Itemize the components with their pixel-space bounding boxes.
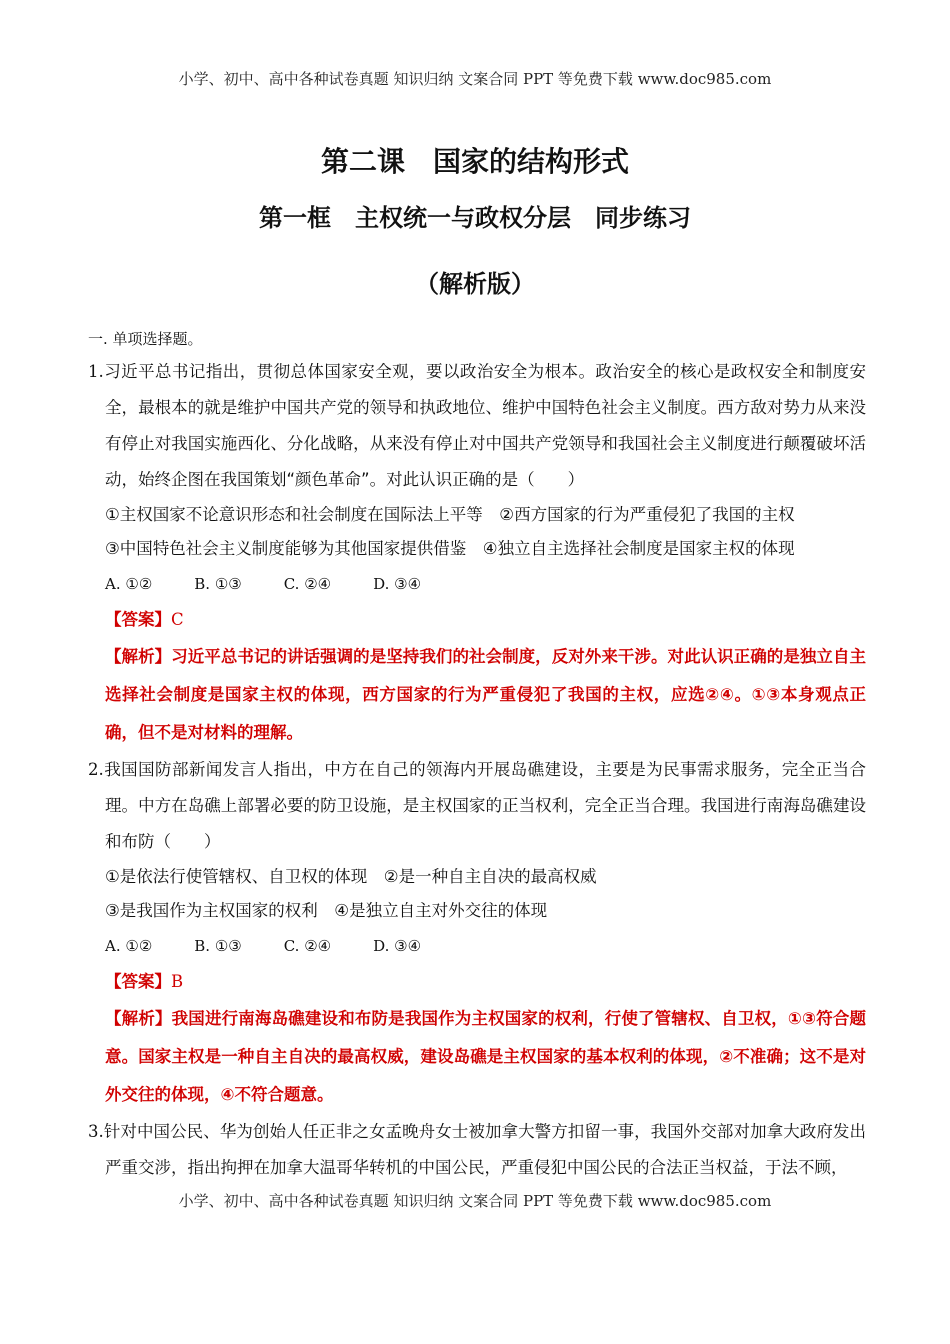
lesson-title: 第二课 国家的结构形式: [320, 145, 629, 178]
question-1-answer: [88, 602, 866, 638]
version-label: （解析版）: [415, 270, 535, 298]
question-1-statements-1: ①主权国家不论意识形态和社会制度在国际法上平等 ②西方国家的行为严重侵犯了我国的主权: [105, 505, 795, 524]
answer-label: 【答案】: [105, 610, 171, 629]
section-heading: 一. 单项选择题。: [88, 330, 203, 348]
answer-value: C: [171, 610, 184, 629]
question-3-stem: [88, 1114, 866, 1186]
question-number: 2.: [88, 760, 104, 779]
option-d: D. ③④: [373, 937, 422, 955]
question-text: 习近平总书记指出，贯彻总体国家安全观，要以政治安全为根本。政治安全的核心是政权安全和制度安全，最根本的就是维护中国共产党的领导和执政地位、维护中国特色社会主义制度。西方敌对势力从来没有停止对我国实施西化、分化战略，从来没有停止对中国共产党领导和我国社会主义制度进行颠覆破坏活动，始终企图在我国策划“颜色革命”。对此认识正确的是（ ）: [103, 362, 866, 489]
answer-label: 【答案】: [105, 972, 171, 991]
question-1-stem: [88, 354, 866, 498]
option-a: A. ①②: [105, 937, 153, 955]
option-d: D. ③④: [373, 575, 422, 593]
analysis-label: 【解析】: [105, 1009, 172, 1028]
answer-value: B: [171, 972, 184, 991]
option-b: B. ①③: [194, 937, 242, 955]
question-1-analysis: [88, 638, 866, 752]
question-text: 针对中国公民、华为创始人任正非之女孟晚舟女士被加拿大警方扣留一事，我国外交部对加拿大政府发出严重交涉，指出拘押在加拿大温哥华转机的中国公民，严重侵犯中国公民的合法正当权益，于法不顾，: [103, 1122, 866, 1177]
option-b: B. ①③: [194, 575, 242, 593]
option-c: C. ②④: [283, 937, 332, 955]
option-c: C. ②④: [283, 575, 332, 593]
question-number: 1.: [88, 362, 104, 381]
page-header: 小学、初中、高中各种试卷真题 知识归纳 文案合同 PPT 等免费下载 www.doc985.com: [178, 70, 772, 88]
question-2-stem: [88, 752, 866, 860]
question-2-options: [88, 928, 866, 964]
question-text: 我国国防部新闻发言人指出，中方在自己的领海内开展岛礁建设，主要是为民事需求服务，完全正当合理。中方在岛礁上部署必要的防卫设施，是主权国家的正当权利，完全正当合理。我国进行南海岛礁建设和布防（ ）: [103, 760, 866, 851]
page-footer: 小学、初中、高中各种试卷真题 知识归纳 文案合同 PPT 等免费下载 www.doc985.com: [178, 1192, 772, 1210]
question-2-statements-1: ①是依法行使管辖权、自卫权的体现 ②是一种自主自决的最高权威: [105, 867, 597, 886]
question-list: [88, 354, 866, 1186]
question-2-analysis: [88, 1000, 866, 1114]
option-a: A. ①②: [105, 575, 153, 593]
analysis-label: 【解析】: [105, 647, 172, 666]
question-2-answer: [88, 964, 866, 1000]
question-1-options: [88, 566, 866, 602]
question-number: 3.: [88, 1122, 104, 1141]
lesson-subtitle: 第一框 主权统一与政权分层 同步练习: [259, 204, 691, 232]
analysis-text: 习近平总书记的讲话强调的是坚持我们的社会制度，反对外来干涉。对此认识正确的是独立自主选择社会制度是国家主权的体现，西方国家的行为严重侵犯了我国的主权，应选②④。①③本身观点正确，但不是对材料的理解。: [105, 647, 867, 742]
analysis-text: 我国进行南海岛礁建设和布防是我国作为主权国家的权利，行使了管辖权、自卫权，①③符合题意。国家主权是一种自主自决的最高权威，建设岛礁是主权国家的基本权利的体现，②不准确；这不是对外交往的体现，④不符合题意。: [105, 1009, 867, 1104]
question-1-statements-2: ③中国特色社会主义制度能够为其他国家提供借鉴 ④独立自主选择社会制度是国家主权的体现: [105, 539, 795, 558]
question-2-statements-2: ③是我国作为主权国家的权利 ④是独立自主对外交往的体现: [105, 901, 548, 920]
